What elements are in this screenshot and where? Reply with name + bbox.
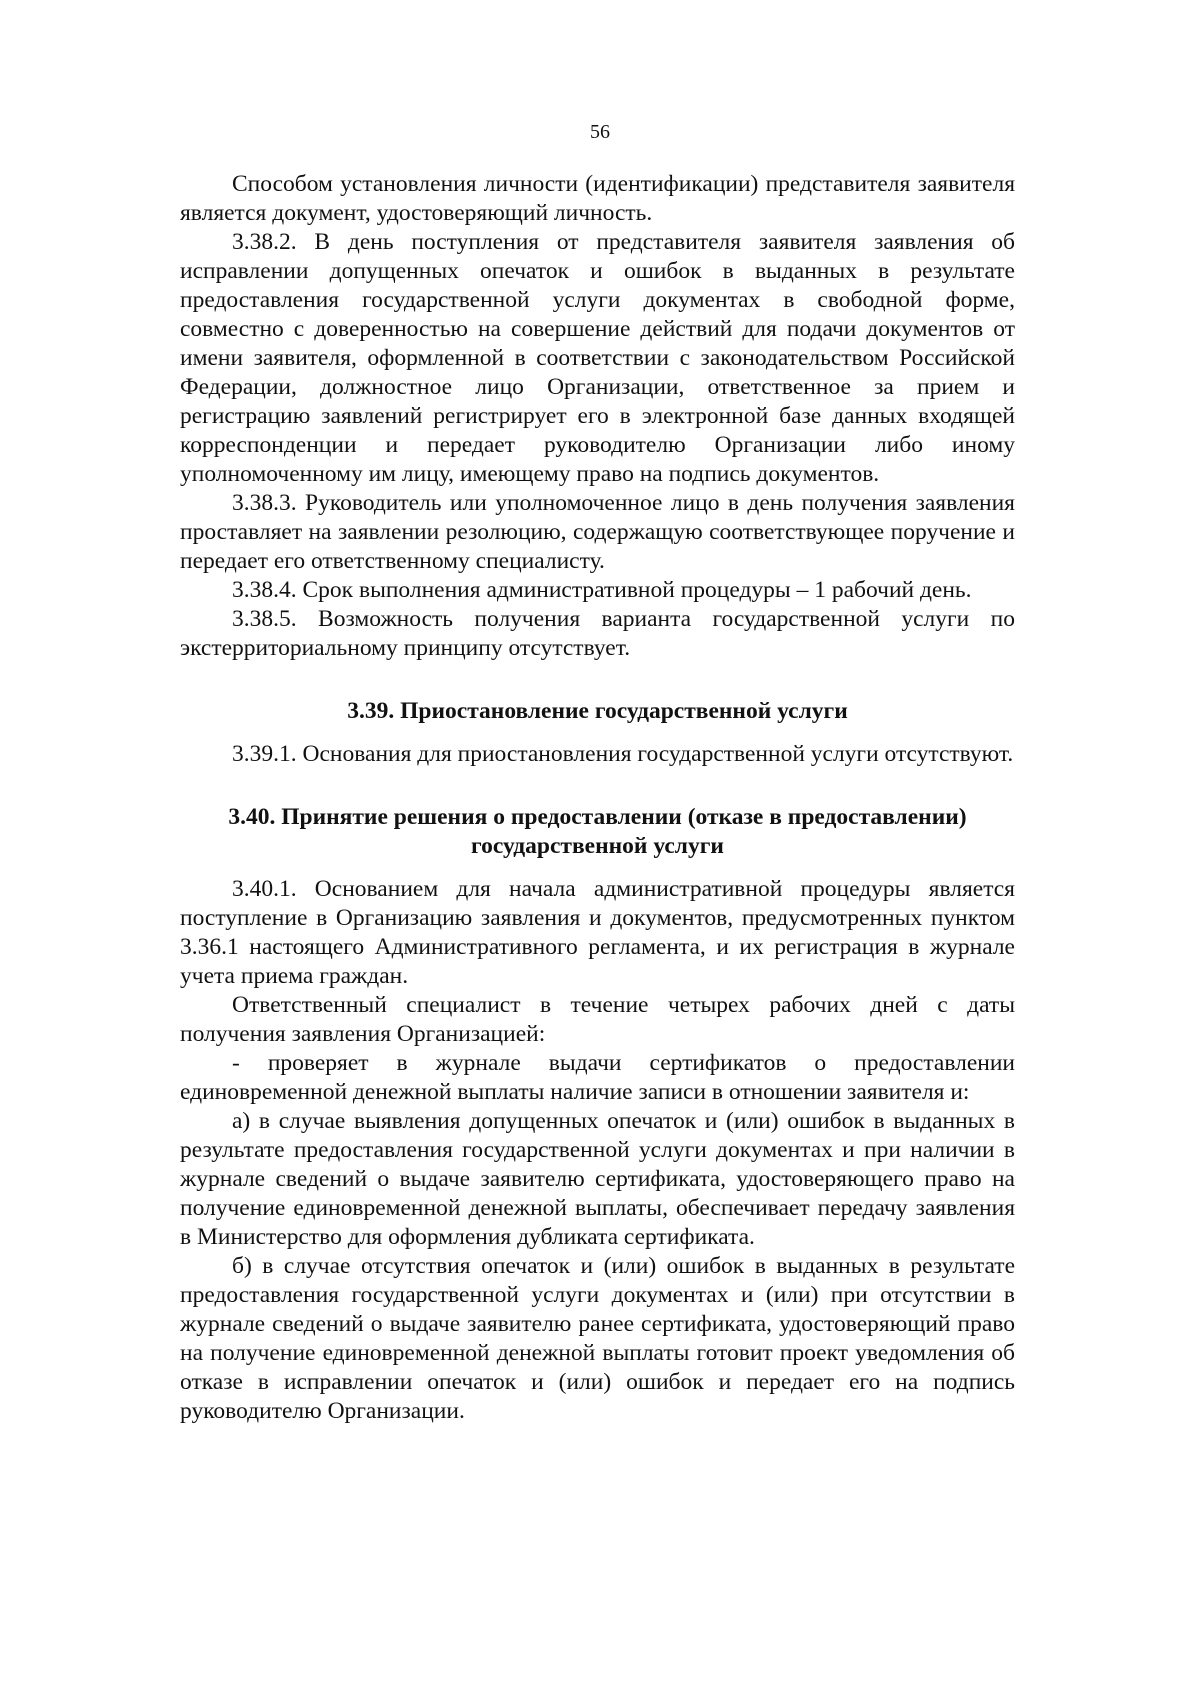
section-heading-3-40-line1: 3.40. Принятие решения о предоставлении (отказе в предоставлении) bbox=[228, 804, 967, 830]
section-heading-3-40 bbox=[180, 803, 1015, 861]
paragraph-case-b: б) в случае отсутствия опечаток и (или) ошибок в выданных в результате предоставления государственной услуги документах и (или) при отсутствии в журнале сведений о выдаче заявителю ранее сертификата, удостоверяющий право на получение единовременной денежной выплаты готовит проект уведомления об отказе в исправлении опечаток и (или) ошибок и передает его на подпись руководителю Организации. bbox=[180, 1253, 1015, 1424]
paragraph-identification: Способом установления личности (идентификации) представителя заявителя является документ, удостоверяющий личность. bbox=[180, 171, 1015, 226]
paragraph-3-38-2: 3.38.2. В день поступления от представителя заявителя заявления об исправлении допущенных опечаток и ошибок в выданных в результате предоставления государственной услуги документах в свободной форме, совместно с доверенностью на совершение действий для подачи документов от имени заявителя, оформленной в соответствии с законодательством Российской Федерации, должностное лицо Организации, ответственное за прием и регистрацию заявлений регистрирует его в электронной базе данных входящей корреспонденции и передает руководителю Организации либо иному уполномоченному им лицу, имеющему право на подпись документов. bbox=[180, 229, 1015, 487]
section-heading-3-39: 3.39. Приостановление государственной услуги bbox=[347, 698, 848, 724]
spacer bbox=[180, 861, 1015, 875]
section-heading-3-40-line2: государственной услуги bbox=[471, 833, 724, 859]
paragraph-3-38-4: 3.38.4. Срок выполнения административной процедуры – 1 рабочий день. bbox=[232, 577, 972, 603]
spacer bbox=[180, 663, 1015, 697]
paragraph-3-38-5: 3.38.5. Возможность получения варианта государственной услуги по экстерриториальному принципу отсутствует. bbox=[180, 606, 1015, 661]
paragraph-responsible-specialist: Ответственный специалист в течение четырех рабочих дней с даты получения заявления Организацией: bbox=[180, 992, 1015, 1047]
paragraph-3-38-3: 3.38.3. Руководитель или уполномоченное лицо в день получения заявления проставляет на заявлении резолюцию, содержащую соответствующее поручение и передает его ответственному специалисту. bbox=[180, 490, 1015, 574]
spacer bbox=[180, 769, 1015, 803]
document-body bbox=[180, 170, 1015, 1426]
spacer bbox=[180, 726, 1015, 740]
paragraph-3-40-1: 3.40.1. Основанием для начала административной процедуры является поступление в Организацию заявления и документов, предусмотренных пунктом 3.36.1 настоящего Административного регламента, и их регистрация в журнале учета приема граждан. bbox=[180, 876, 1015, 989]
paragraph-3-39-1: 3.39.1. Основания для приостановления государственной услуги отсутствуют. bbox=[232, 741, 1014, 767]
paragraph-checks-journal: - проверяет в журнале выдачи сертификатов о предоставлении единовременной денежной выплаты наличие записи в отношении заявителя и: bbox=[180, 1050, 1015, 1105]
page-number: 56 bbox=[590, 121, 610, 143]
paragraph-case-a: а) в случае выявления допущенных опечаток и (или) ошибок в выданных в результате предоставления государственной услуги документах и при наличии в журнале сведений о выдаче заявителю сертификата, удостоверяющего право на получение единовременной денежной выплаты, обеспечивает передачу заявления в Министерство для оформления дубликата сертификата. bbox=[180, 1108, 1015, 1250]
